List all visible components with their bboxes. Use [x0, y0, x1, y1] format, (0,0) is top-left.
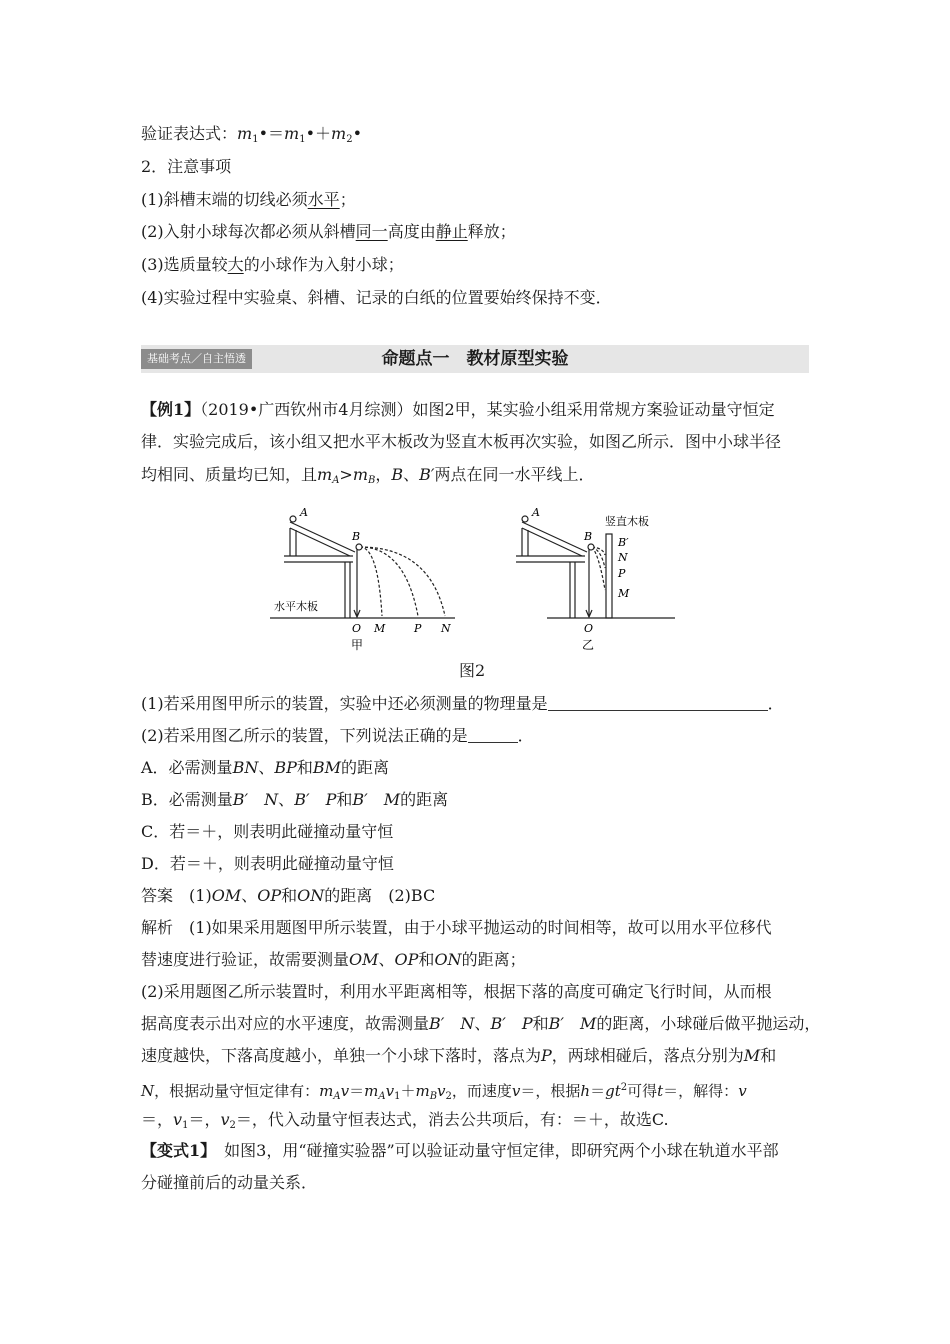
text: (2)入射小球每次都必须从斜槽 — [141, 222, 356, 241]
text: m — [237, 124, 253, 143]
text: h — [580, 1082, 591, 1100]
text: ，根据动量守恒定律有： — [154, 1082, 320, 1100]
text: 和 — [532, 1014, 549, 1033]
text: > — [339, 465, 353, 484]
vertical-board — [606, 534, 612, 618]
text: 释放； — [467, 222, 516, 241]
label-o: O — [352, 622, 362, 635]
text: 两点在同一水平线上． — [434, 465, 595, 484]
text: v — [173, 1110, 183, 1129]
option-b — [141, 790, 448, 810]
text: 和 — [418, 950, 435, 969]
text: (3)选质量较 — [141, 255, 228, 274]
text: 和 — [296, 758, 313, 777]
trajectory-p — [592, 547, 605, 568]
text: 均相同、质量均已知，且 — [141, 465, 318, 484]
text: BN — [232, 758, 259, 777]
label-b: B — [352, 530, 361, 543]
label-m: M — [618, 587, 630, 600]
text: t — [657, 1082, 664, 1100]
text: •＋ — [305, 124, 332, 143]
text: (1)斜槽末端的切线必须 — [141, 190, 308, 209]
label-b: B — [584, 530, 593, 543]
text: v — [340, 1082, 350, 1100]
text: A．必需测量 — [141, 758, 233, 777]
option-c: C．若＝＋，则表明此碰撞动量守恒 — [141, 822, 394, 841]
text: 的距离； — [461, 950, 526, 969]
analysis-label: 解析 — [141, 918, 174, 937]
text: •＝ — [258, 124, 285, 143]
text: gt — [605, 1082, 621, 1100]
example-tag: 【例1】 — [141, 400, 201, 419]
example-line-1 — [141, 400, 775, 420]
subscript: 2 — [229, 1120, 236, 1131]
text: 、 — [378, 950, 395, 969]
subscript: 1 — [182, 1120, 189, 1131]
text: 和 — [336, 790, 353, 809]
text: (1) — [173, 886, 212, 905]
label-b-prime: B′ — [618, 536, 629, 549]
text: 的距离 — [341, 758, 390, 777]
text: 的距离，小球碰后做平抛运动， — [596, 1014, 821, 1033]
label-p: P — [618, 567, 626, 580]
section-badge: 基础考点／自主悟透 — [141, 349, 252, 369]
text: 速度越快，下落高度越小，单独一个小球下落时，落点为 — [141, 1046, 542, 1065]
example-line-2: 律．实验完成后，该小组又把水平木板改为竖直木板再次实验，如图乙所示．图中小球半径 — [141, 432, 782, 451]
text: ON — [434, 950, 462, 969]
label-a: A — [300, 506, 308, 519]
answer-label: 答案 — [141, 886, 174, 905]
note-2 — [141, 222, 516, 242]
text: BM — [312, 758, 342, 777]
chute-top — [290, 522, 355, 552]
option-d: D．若＝＋，则表明此碰撞动量守恒 — [141, 854, 394, 873]
text: B′ P — [294, 790, 337, 809]
text: B′ N — [429, 1014, 475, 1033]
text: B′ M — [352, 790, 401, 809]
text: ＝ — [590, 1082, 606, 1100]
subscript: A — [333, 1091, 341, 1102]
underlined-text: 静止 — [435, 222, 468, 241]
chute-bottom — [522, 528, 582, 556]
text: 高度由 — [387, 222, 436, 241]
text: v — [437, 1082, 446, 1100]
text: ； — [339, 190, 356, 209]
subscript: A — [378, 1091, 386, 1102]
figure-2 — [260, 500, 690, 660]
subscript: B — [368, 475, 376, 486]
label-n: N — [441, 622, 451, 635]
chute-top — [522, 522, 587, 552]
text: ＝ — [349, 1082, 365, 1100]
verify-expression — [141, 124, 362, 150]
text: ＝，根据 — [520, 1082, 581, 1100]
text: v — [385, 1082, 395, 1100]
text: M — [743, 1046, 761, 1065]
answer-blank — [548, 694, 768, 711]
text: v — [738, 1082, 747, 1100]
text: BP — [274, 758, 297, 777]
variant-tag: 【变式1】 — [141, 1141, 209, 1160]
text: ＝， — [188, 1110, 221, 1129]
example-line-3 — [141, 465, 595, 491]
text: (1)如果采用题图甲所示装置，由于小球平抛运动的时间相等，故可以用水平位移代 — [173, 918, 772, 937]
analysis-line-6 — [141, 1078, 747, 1107]
superscript: 2 — [620, 1082, 628, 1093]
text: m — [319, 1082, 334, 1100]
subscript: 1 — [299, 134, 306, 145]
subscript: 1 — [394, 1091, 401, 1102]
underlined-text: 大 — [227, 255, 244, 274]
subfigure-label-right: 乙 — [582, 638, 595, 652]
subfigure-label-left: 甲 — [351, 638, 364, 652]
label-m: M — [374, 622, 386, 635]
variant-line-2: 分碰撞前后的动量关系． — [141, 1173, 318, 1192]
text: B′ N — [232, 790, 279, 809]
text: m — [284, 124, 300, 143]
text: 验证表达式： — [141, 124, 238, 143]
text: ＝，代入动量守恒表达式，消去公共项后，有：＝＋，故选C. — [235, 1110, 669, 1129]
label-horizontal-board: 水平木板 — [274, 600, 318, 613]
subscript: 2 — [346, 134, 353, 145]
trajectory-m — [360, 547, 382, 616]
analysis-line-7 — [141, 1110, 669, 1136]
text: v — [511, 1082, 521, 1100]
question-1 — [141, 694, 784, 714]
section-banner — [141, 345, 809, 373]
label-p: P — [414, 622, 422, 635]
text: ． — [517, 726, 534, 745]
text: ＋ — [400, 1082, 416, 1100]
section-title: 命题点一 教材原型实验 — [381, 349, 569, 368]
text: ． — [767, 694, 784, 713]
text: 、 — [403, 465, 420, 484]
text: ，而速度 — [451, 1082, 512, 1100]
trajectory-n — [360, 547, 445, 616]
option-a — [141, 758, 389, 778]
variant-line-1 — [141, 1141, 779, 1161]
text: 、 — [278, 790, 295, 809]
text: m — [415, 1082, 430, 1100]
text: ＝， — [141, 1110, 174, 1129]
answer-blank — [468, 726, 518, 743]
note-3 — [141, 255, 404, 275]
label-n: N — [618, 551, 628, 564]
text: (2)若采用图乙所示的装置，下列说法正确的是 — [141, 726, 468, 745]
ball-b — [356, 544, 362, 550]
text: v — [220, 1110, 230, 1129]
analysis-line-4 — [141, 1014, 820, 1034]
label-vertical-board: 竖直木板 — [605, 515, 649, 528]
text: 可得 — [627, 1082, 658, 1100]
trajectory-m — [592, 547, 605, 590]
note-1 — [141, 190, 356, 210]
text: m — [317, 465, 333, 484]
text: m — [331, 124, 347, 143]
text: 的距离 (2)BC — [324, 886, 436, 905]
question-2 — [141, 726, 534, 746]
text: B — [391, 465, 404, 484]
trajectory-p — [360, 547, 418, 616]
subscript: 2 — [445, 1091, 452, 1102]
analysis-line-5 — [141, 1046, 776, 1066]
text: ，两球相碰后，落点分别为 — [551, 1046, 744, 1065]
text: B′ P — [490, 1014, 533, 1033]
ball-a — [290, 516, 296, 522]
text: ＝，解得： — [663, 1082, 739, 1100]
underlined-text: 水平 — [307, 190, 340, 209]
text: 如图3，用“碰撞实验器”可以验证动量守恒定律，即研究两个小球在轨道水平部 — [208, 1141, 779, 1160]
text: OP — [257, 886, 282, 905]
text: 据高度表示出对应的水平速度，故需测量 — [141, 1014, 430, 1033]
analysis-line-3: (2)采用题图乙所示装置时，利用水平距离相等，根据下落的高度可确定飞行时间，从而根 — [141, 982, 772, 1001]
text: 替速度进行验证，故需要测量 — [141, 950, 350, 969]
notes-heading: 2．注意事项 — [141, 157, 232, 176]
label-o: O — [584, 622, 594, 635]
text: B′ M — [548, 1014, 597, 1033]
text: OM — [349, 950, 379, 969]
text: 、 — [474, 1014, 491, 1033]
chute-bottom — [290, 528, 350, 556]
text: m — [352, 465, 368, 484]
text: B．必需测量 — [141, 790, 233, 809]
note-4: (4)实验过程中实验桌、斜槽、记录的白纸的位置要始终保持不变． — [141, 288, 612, 307]
figure-right-apparatus — [516, 516, 675, 618]
text: N — [141, 1082, 155, 1100]
text: • — [352, 124, 362, 143]
text: OP — [394, 950, 419, 969]
subscript: A — [332, 475, 340, 486]
text: 的小球作为入射小球； — [243, 255, 404, 274]
subscript: B — [429, 1091, 438, 1102]
text: ， — [375, 465, 392, 484]
figure-caption: 图2 — [459, 661, 486, 680]
text: 、 — [258, 758, 275, 777]
text: B′ — [419, 465, 435, 484]
ball-a — [522, 516, 528, 522]
text: P — [541, 1046, 552, 1065]
ball-b — [588, 544, 594, 550]
text: OM — [211, 886, 242, 905]
text: (1)若采用图甲所示的装置，实验中还必须测量的物理量是 — [141, 694, 548, 713]
text: 和 — [760, 1046, 777, 1065]
text: ON — [297, 886, 325, 905]
subscript: 1 — [252, 134, 259, 145]
text: m — [364, 1082, 379, 1100]
analysis-line-1 — [141, 918, 772, 938]
underlined-text: 同一 — [355, 222, 388, 241]
text: 、 — [241, 886, 258, 905]
text: 的距离 — [400, 790, 449, 809]
label-a: A — [532, 506, 540, 519]
text: 和 — [281, 886, 298, 905]
analysis-line-2 — [141, 950, 526, 970]
answer-line — [141, 886, 435, 906]
text: （2019•广西钦州市4月综测）如图2甲，某实验小组采用常规方案验证动量守恒定 — [200, 400, 775, 419]
